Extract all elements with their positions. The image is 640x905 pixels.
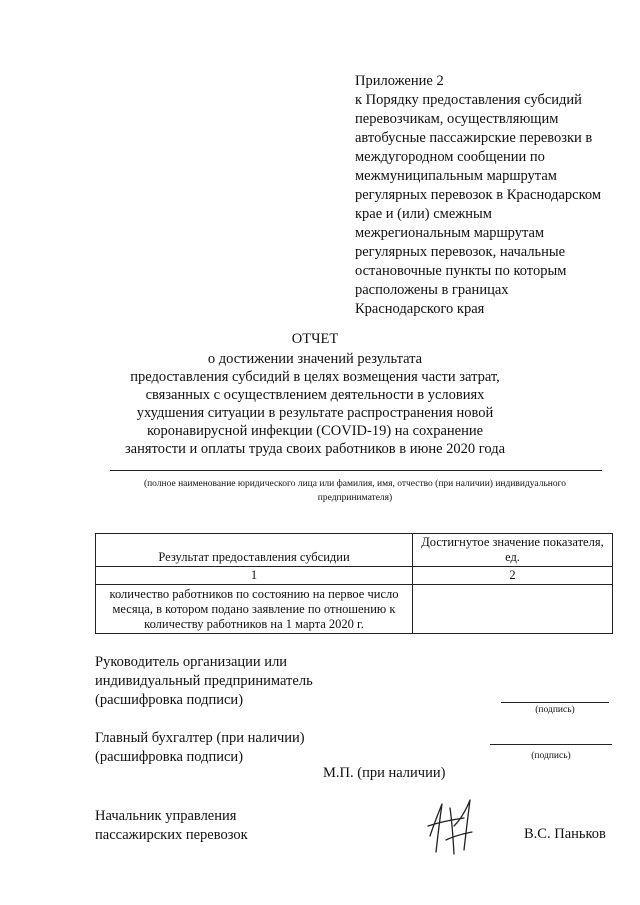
stamp-label: М.П. (при наличии) [323, 765, 446, 781]
table-cell [413, 585, 613, 634]
accountant-label: Главный бухгалтер (при наличии) [95, 730, 305, 746]
entity-name-caption [95, 477, 615, 505]
appendix-line: Приложение 2 [355, 73, 444, 89]
approver-title: пассажирских перевозок [95, 827, 248, 843]
appendix-line: перевозчикам, осуществляющим [355, 111, 559, 127]
approver-block [95, 807, 248, 845]
head-signature-line [501, 702, 609, 703]
approver-name: В.С. Паньков [524, 826, 606, 842]
accountant-signature-block [95, 729, 305, 767]
head-label: (расшифровка подписи) [95, 692, 244, 708]
table-header-cell: Достигнутое значение показателя, ед. [413, 534, 613, 567]
title-line: занятости и оплаты труда своих работников в июне 2020 года [124, 441, 506, 457]
table-header-cell: Результат предоставления субсидии [96, 534, 413, 567]
table-row [96, 585, 613, 634]
handwritten-signature [420, 796, 480, 858]
title-line: ухудшения ситуации в результате распространения новой [136, 405, 494, 421]
head-label: индивидуальный предприниматель [95, 673, 313, 689]
column-number: 2 [413, 567, 613, 585]
appendix-line: к Порядку предоставления субсидий [355, 92, 582, 108]
approver-title: Начальник управления [95, 808, 237, 824]
accountant-signature-line [490, 744, 612, 745]
results-table [95, 533, 613, 634]
appendix-line: междугородном сообщении по [355, 149, 545, 165]
appendix-block [355, 72, 625, 319]
table-cell: количество работников по состоянию на первое число месяца, в котором подано заявление по отношению к количеству работников на 1 марта 2020 г. [96, 585, 413, 634]
title-line: предоставления субсидий в целях возмещения части затрат, [130, 369, 500, 385]
report-title [95, 330, 535, 458]
head-signature-block [95, 653, 313, 710]
appendix-line: Краснодарского края [355, 301, 485, 317]
column-number: 1 [96, 567, 413, 585]
head-signature-caption: (подпись) [535, 705, 575, 715]
title-line: коронавирусной инфекции (COVID-19) на сохранение [146, 423, 484, 439]
entity-name-line [110, 470, 602, 471]
appendix-line: автобусные пассажирские перевозки в [355, 130, 593, 146]
appendix-line: крае и (или) смежным [355, 206, 492, 222]
accountant-label: (расшифровка подписи) [95, 749, 244, 765]
appendix-line: регулярных перевозок, начальные [355, 244, 566, 260]
head-label: Руководитель организации или [95, 654, 288, 670]
appendix-line: регулярных перевозок в Краснодарском [355, 187, 602, 203]
table-header-row [96, 534, 613, 567]
entity-caption-line: предпринимателя) [317, 493, 393, 503]
appendix-line: межмуниципальным маршрутам [355, 168, 557, 184]
entity-caption-line: (полное наименование юридического лица или фамилия, имя, отчество (при наличии) индивидуального [143, 479, 567, 489]
appendix-line: расположены в границах [355, 282, 509, 298]
appendix-line: остановочные пункты по которым [355, 263, 567, 279]
title-line: связанных с осуществлением деятельности в условиях [145, 387, 485, 403]
title-line: о достижении значений результата [207, 351, 423, 367]
report-heading: ОТЧЕТ [291, 331, 339, 347]
appendix-line: межрегиональным маршрутам [355, 225, 545, 241]
accountant-signature-caption: (подпись) [531, 751, 571, 761]
table-number-row [96, 567, 613, 585]
